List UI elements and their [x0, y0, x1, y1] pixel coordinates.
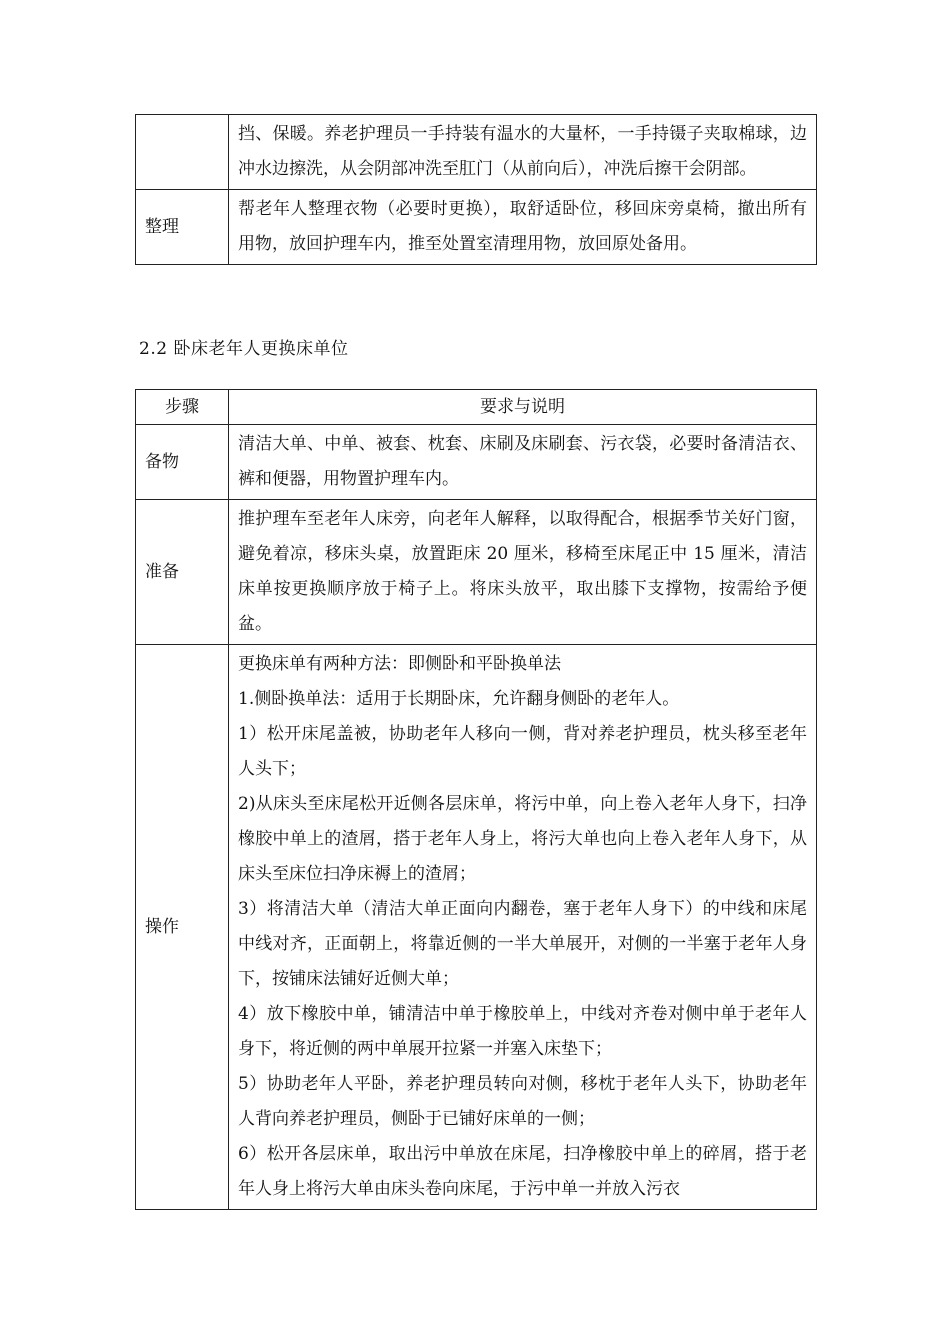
step-cell — [136, 115, 229, 190]
header-description: 要求与说明 — [229, 390, 817, 425]
description-text: 帮老年人整理衣物（必要时更换），取舒适卧位，移回床旁桌椅，撤出所有用物，放回护理车内，推至处置室清理用物，放回原处备用。 — [238, 199, 807, 254]
description-cell — [229, 425, 817, 500]
description-cell — [229, 115, 817, 190]
step-cell: 整理 — [136, 190, 229, 265]
paragraph: 5）协助老年人平卧，养老护理员转向对侧，移枕于老年人头下，协助老年人背向养老护理员，侧卧于已铺好床单的一侧； — [238, 1074, 807, 1129]
table-row — [136, 425, 817, 500]
table-row — [136, 500, 817, 645]
table-row — [136, 645, 817, 1210]
description-text: 推护理车至老年人床旁，向老年人解释，以取得配合，根据季节关好门窗，避免着凉，移床头桌，放置距床 20 厘米，移椅至床尾正中 15 厘米，清洁床单按更换顺序放于椅子上。将床头放平，取出膝下支撑物，按需给予便盆。 — [238, 509, 807, 634]
description-text: 挡、保暖。养老护理员一手持装有温水的大量杯，一手持镊子夹取棉球，边冲水边擦洗，从会阴部冲洗至肛门（从前向后），冲洗后擦干会阴部。 — [238, 124, 807, 179]
section-caption: 2.2 卧床老年人更换床单位 — [139, 339, 349, 359]
paragraph: 1.侧卧换单法：适用于长期卧床，允许翻身侧卧的老年人。 — [238, 689, 680, 709]
paragraph: 2)从床头至床尾松开近侧各层床单，将污中单，向上卷入老年人身下，扫净橡胶中单上的渣屑，搭于老年人身上，将污大单也向上卷入老年人身下，从床头至床位扫净床褥上的渣屑； — [238, 794, 807, 884]
paragraph: 更换床单有两种方法：即侧卧和平卧换单法 — [238, 654, 561, 674]
table-header-row — [136, 390, 817, 425]
table-row — [136, 190, 817, 265]
bed-change-table — [135, 389, 817, 1210]
step-cell: 操作 — [136, 645, 229, 1210]
description-cell — [229, 190, 817, 265]
description-text: 清洁大单、中单、被套、枕套、床刷及床刷套、污衣袋，必要时备清洁衣、裤和便器，用物置护理车内。 — [238, 434, 807, 489]
step-cell: 备物 — [136, 425, 229, 500]
paragraph: 3）将清洁大单（清洁大单正面向内翻卷，塞于老年人身下）的中线和床尾中线对齐，正面朝上，将靠近侧的一半大单展开，对侧的一半塞于老年人身下，按铺床法铺好近侧大单； — [238, 899, 807, 989]
care-table-continued — [135, 114, 817, 265]
description-cell — [229, 645, 817, 1210]
description-cell — [229, 500, 817, 645]
header-step: 步骤 — [136, 390, 229, 425]
paragraph: 1）松开床尾盖被，协助老年人移向一侧，背对养老护理员，枕头移至老年人头下； — [238, 724, 807, 779]
paragraph: 4）放下橡胶中单，铺清洁中单于橡胶单上，中线对齐卷对侧中单于老年人身下，将近侧的两中单展开拉紧一并塞入床垫下； — [238, 1004, 807, 1059]
step-cell: 准备 — [136, 500, 229, 645]
table-row — [136, 115, 817, 190]
paragraph: 6）松开各层床单，取出污中单放在床尾，扫净橡胶中单上的碎屑，搭于老年人身上将污大单由床头卷向床尾，于污中单一并放入污衣 — [238, 1144, 807, 1199]
